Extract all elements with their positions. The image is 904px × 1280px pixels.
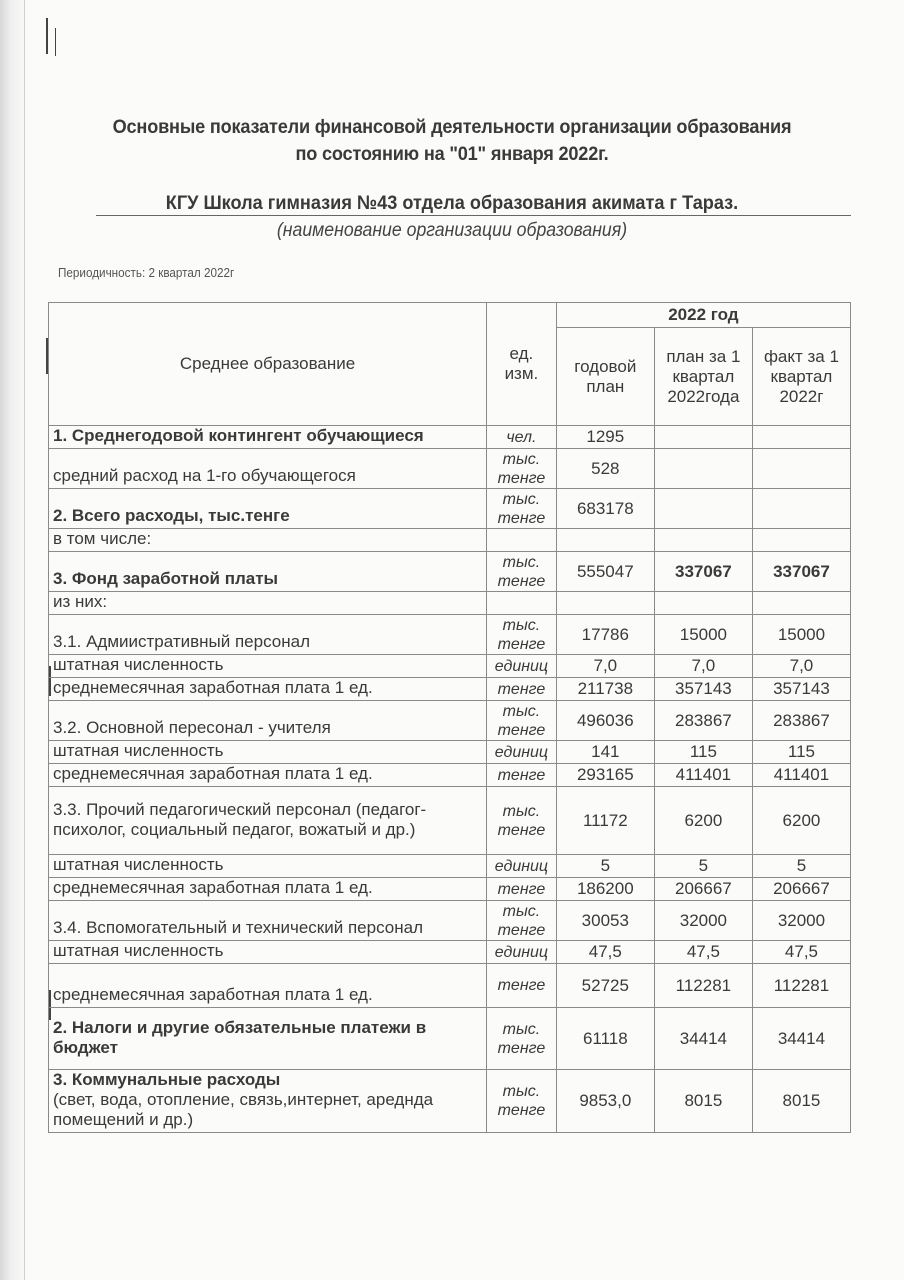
row-value-fact: 7,0 [752, 655, 850, 678]
header-annual-plan: годовой план [556, 328, 654, 426]
row-name [49, 489, 487, 529]
row-value-plan: 6200 [654, 787, 752, 855]
row-value-annual: 61118 [556, 1008, 654, 1070]
table-row [49, 941, 851, 964]
row-value-fact: 206667 [752, 878, 850, 901]
row-name-text: штатная численность [53, 855, 224, 874]
row-value-annual [556, 592, 654, 615]
header-plan-quarter: план за 1 квартал 2022года [654, 328, 752, 426]
row-value-fact: 8015 [752, 1070, 850, 1133]
row-unit: тенге [487, 878, 557, 901]
row-value-annual: 52725 [556, 964, 654, 1008]
row-value-annual: 7,0 [556, 655, 654, 678]
row-value-fact [752, 426, 850, 449]
row-value-plan: 15000 [654, 615, 752, 655]
row-name [49, 592, 487, 615]
table-row [49, 764, 851, 787]
row-value-fact: 15000 [752, 615, 850, 655]
row-value-annual: 496036 [556, 701, 654, 741]
row-unit [487, 592, 557, 615]
table-row [49, 701, 851, 741]
header-name: Среднее образование [49, 303, 487, 426]
row-value-fact: 283867 [752, 701, 850, 741]
row-unit: тыс. тенге [487, 449, 557, 489]
row-value-annual: 5 [556, 855, 654, 878]
row-value-fact: 411401 [752, 764, 850, 787]
row-value-plan [654, 449, 752, 489]
row-unit: единиц [487, 855, 557, 878]
row-name-text: 3. Коммунальные расходы [53, 1070, 281, 1089]
row-name [49, 678, 487, 701]
row-name-text: штатная численность [53, 741, 224, 760]
row-name [49, 1008, 487, 1070]
row-name-text: среднемесячная заработная плата 1 ед. [53, 878, 373, 897]
row-value-annual: 186200 [556, 878, 654, 901]
organization-name: КГУ Школа гимназия №43 отдела образования акимата г Тараз. [165, 192, 739, 214]
row-value-annual: 293165 [556, 764, 654, 787]
row-value-annual: 17786 [556, 615, 654, 655]
row-name [49, 901, 487, 941]
table-row [49, 787, 851, 855]
row-name-text: штатная численность [53, 941, 224, 960]
row-value-fact [752, 529, 850, 552]
table-row [49, 1070, 851, 1133]
table-row [49, 678, 851, 701]
row-value-annual: 11172 [556, 787, 654, 855]
header-year-group: 2022 год [556, 303, 850, 328]
row-value-plan: 357143 [654, 678, 752, 701]
table-row [49, 592, 851, 615]
header-unit: ед. изм. [487, 303, 557, 426]
row-unit: тыс. тенге [487, 1070, 557, 1133]
row-name [49, 615, 487, 655]
row-unit: тыс. тенге [487, 615, 557, 655]
row-value-fact: 112281 [752, 964, 850, 1008]
row-value-fact: 115 [752, 741, 850, 764]
row-value-plan: 411401 [654, 764, 752, 787]
table-row [49, 552, 851, 592]
row-name-text: из них: [53, 592, 108, 611]
table-row [49, 878, 851, 901]
organization-underline [96, 215, 851, 216]
row-value-fact: 47,5 [752, 941, 850, 964]
row-value-plan: 7,0 [654, 655, 752, 678]
row-unit: тыс. тенге [487, 489, 557, 529]
row-name-text: штатная численность [53, 655, 224, 674]
row-value-annual: 47,5 [556, 941, 654, 964]
row-unit: тенге [487, 964, 557, 1008]
row-name-text: 1. Среднегодовой контингент обучающиеся [53, 426, 424, 445]
row-name [49, 964, 487, 1008]
row-name [49, 855, 487, 878]
row-value-plan: 112281 [654, 964, 752, 1008]
row-value-annual [556, 529, 654, 552]
table-row [49, 964, 851, 1008]
table-row [49, 1008, 851, 1070]
row-unit: тенге [487, 764, 557, 787]
periodicity: Периодичность: 2 квартал 2022г [58, 265, 235, 280]
row-name-text: 2. Всего расходы, тыс.тенге [53, 506, 290, 525]
row-unit: тыс. тенге [487, 787, 557, 855]
row-unit: тенге [487, 678, 557, 701]
row-name [49, 529, 487, 552]
row-value-annual: 1295 [556, 426, 654, 449]
row-unit: чел. [487, 426, 557, 449]
row-name-text: среднемесячная заработная плата 1 ед. [53, 764, 373, 783]
row-name-text: в том числе: [53, 529, 152, 548]
scan-mark [55, 28, 56, 56]
row-name-text: 3. Фонд заработной платы [53, 569, 279, 588]
scan-edge-shadow [0, 0, 26, 1280]
row-name [49, 787, 487, 855]
row-value-annual: 141 [556, 741, 654, 764]
row-value-plan [654, 529, 752, 552]
table-row [49, 901, 851, 941]
row-value-annual: 211738 [556, 678, 654, 701]
row-name-text: средний расход на 1-го обучающегося [53, 466, 356, 485]
row-value-annual: 555047 [556, 552, 654, 592]
row-name [49, 764, 487, 787]
row-unit: тыс. тенге [487, 1008, 557, 1070]
document-title: Основные показатели финансовой деятельности организации образования [112, 116, 792, 138]
row-unit: тыс. тенге [487, 552, 557, 592]
row-value-plan: 8015 [654, 1070, 752, 1133]
row-name-text: среднемесячная заработная плата 1 ед. [53, 985, 373, 1004]
row-unit [487, 529, 557, 552]
row-value-fact: 357143 [752, 678, 850, 701]
row-unit: единиц [487, 655, 557, 678]
row-value-fact: 5 [752, 855, 850, 878]
table-row [49, 449, 851, 489]
row-value-fact: 34414 [752, 1008, 850, 1070]
row-value-plan: 115 [654, 741, 752, 764]
table-row [49, 529, 851, 552]
row-value-plan [654, 426, 752, 449]
row-value-plan: 34414 [654, 1008, 752, 1070]
row-value-fact [752, 489, 850, 529]
table-row [49, 741, 851, 764]
table-row [49, 615, 851, 655]
row-value-plan: 47,5 [654, 941, 752, 964]
row-name [49, 426, 487, 449]
row-name [49, 449, 487, 489]
scan-mark [46, 18, 48, 54]
row-value-fact: 6200 [752, 787, 850, 855]
row-value-plan [654, 489, 752, 529]
row-value-annual: 30053 [556, 901, 654, 941]
table-row [49, 489, 851, 529]
row-name [49, 1070, 487, 1133]
row-name [49, 941, 487, 964]
row-name [49, 701, 487, 741]
row-value-fact: 337067 [752, 552, 850, 592]
row-value-annual: 9853,0 [556, 1070, 654, 1133]
row-name-text: 3.4. Вспомогательный и технический персонал [53, 918, 423, 937]
row-name-text: 3.2. Основной пересонал - учителя [53, 718, 331, 737]
row-value-annual: 528 [556, 449, 654, 489]
row-value-plan: 32000 [654, 901, 752, 941]
row-value-plan: 337067 [654, 552, 752, 592]
row-unit: единиц [487, 741, 557, 764]
row-value-fact [752, 449, 850, 489]
row-value-plan: 206667 [654, 878, 752, 901]
row-name-subtext: (свет, вода, отопление, связь,интернет, ареднда помещений и др.) [53, 1090, 434, 1129]
row-value-annual: 683178 [556, 489, 654, 529]
row-name [49, 655, 487, 678]
row-unit: единиц [487, 941, 557, 964]
table-row [49, 426, 851, 449]
table-row [49, 855, 851, 878]
row-value-plan [654, 592, 752, 615]
row-value-fact: 32000 [752, 901, 850, 941]
row-name-text: 3.3. Прочий педагогический персонал (педагог-психолог, социальный педагог, вожатый и др.) [53, 799, 427, 839]
row-name-text: среднемесячная заработная плата 1 ед. [53, 678, 373, 697]
header-fact-quarter: факт за 1 квартал 2022г [752, 328, 850, 426]
row-unit: тыс. тенге [487, 701, 557, 741]
row-unit: тыс. тенге [487, 901, 557, 941]
table-row [49, 655, 851, 678]
row-name-text: 3.1. Адмиистративный персонал [53, 632, 311, 651]
row-name [49, 878, 487, 901]
financial-indicators-table [48, 302, 851, 1133]
row-name [49, 552, 487, 592]
row-value-plan: 283867 [654, 701, 752, 741]
row-name-text: 2. Налоги и другие обязательные платежи в бюджет [53, 1017, 427, 1057]
document-date: по состоянию на "01" января 2022г. [295, 143, 609, 165]
organization-caption: (наименование организации образования) [276, 220, 628, 241]
row-value-fact [752, 592, 850, 615]
row-value-plan: 5 [654, 855, 752, 878]
row-name [49, 741, 487, 764]
